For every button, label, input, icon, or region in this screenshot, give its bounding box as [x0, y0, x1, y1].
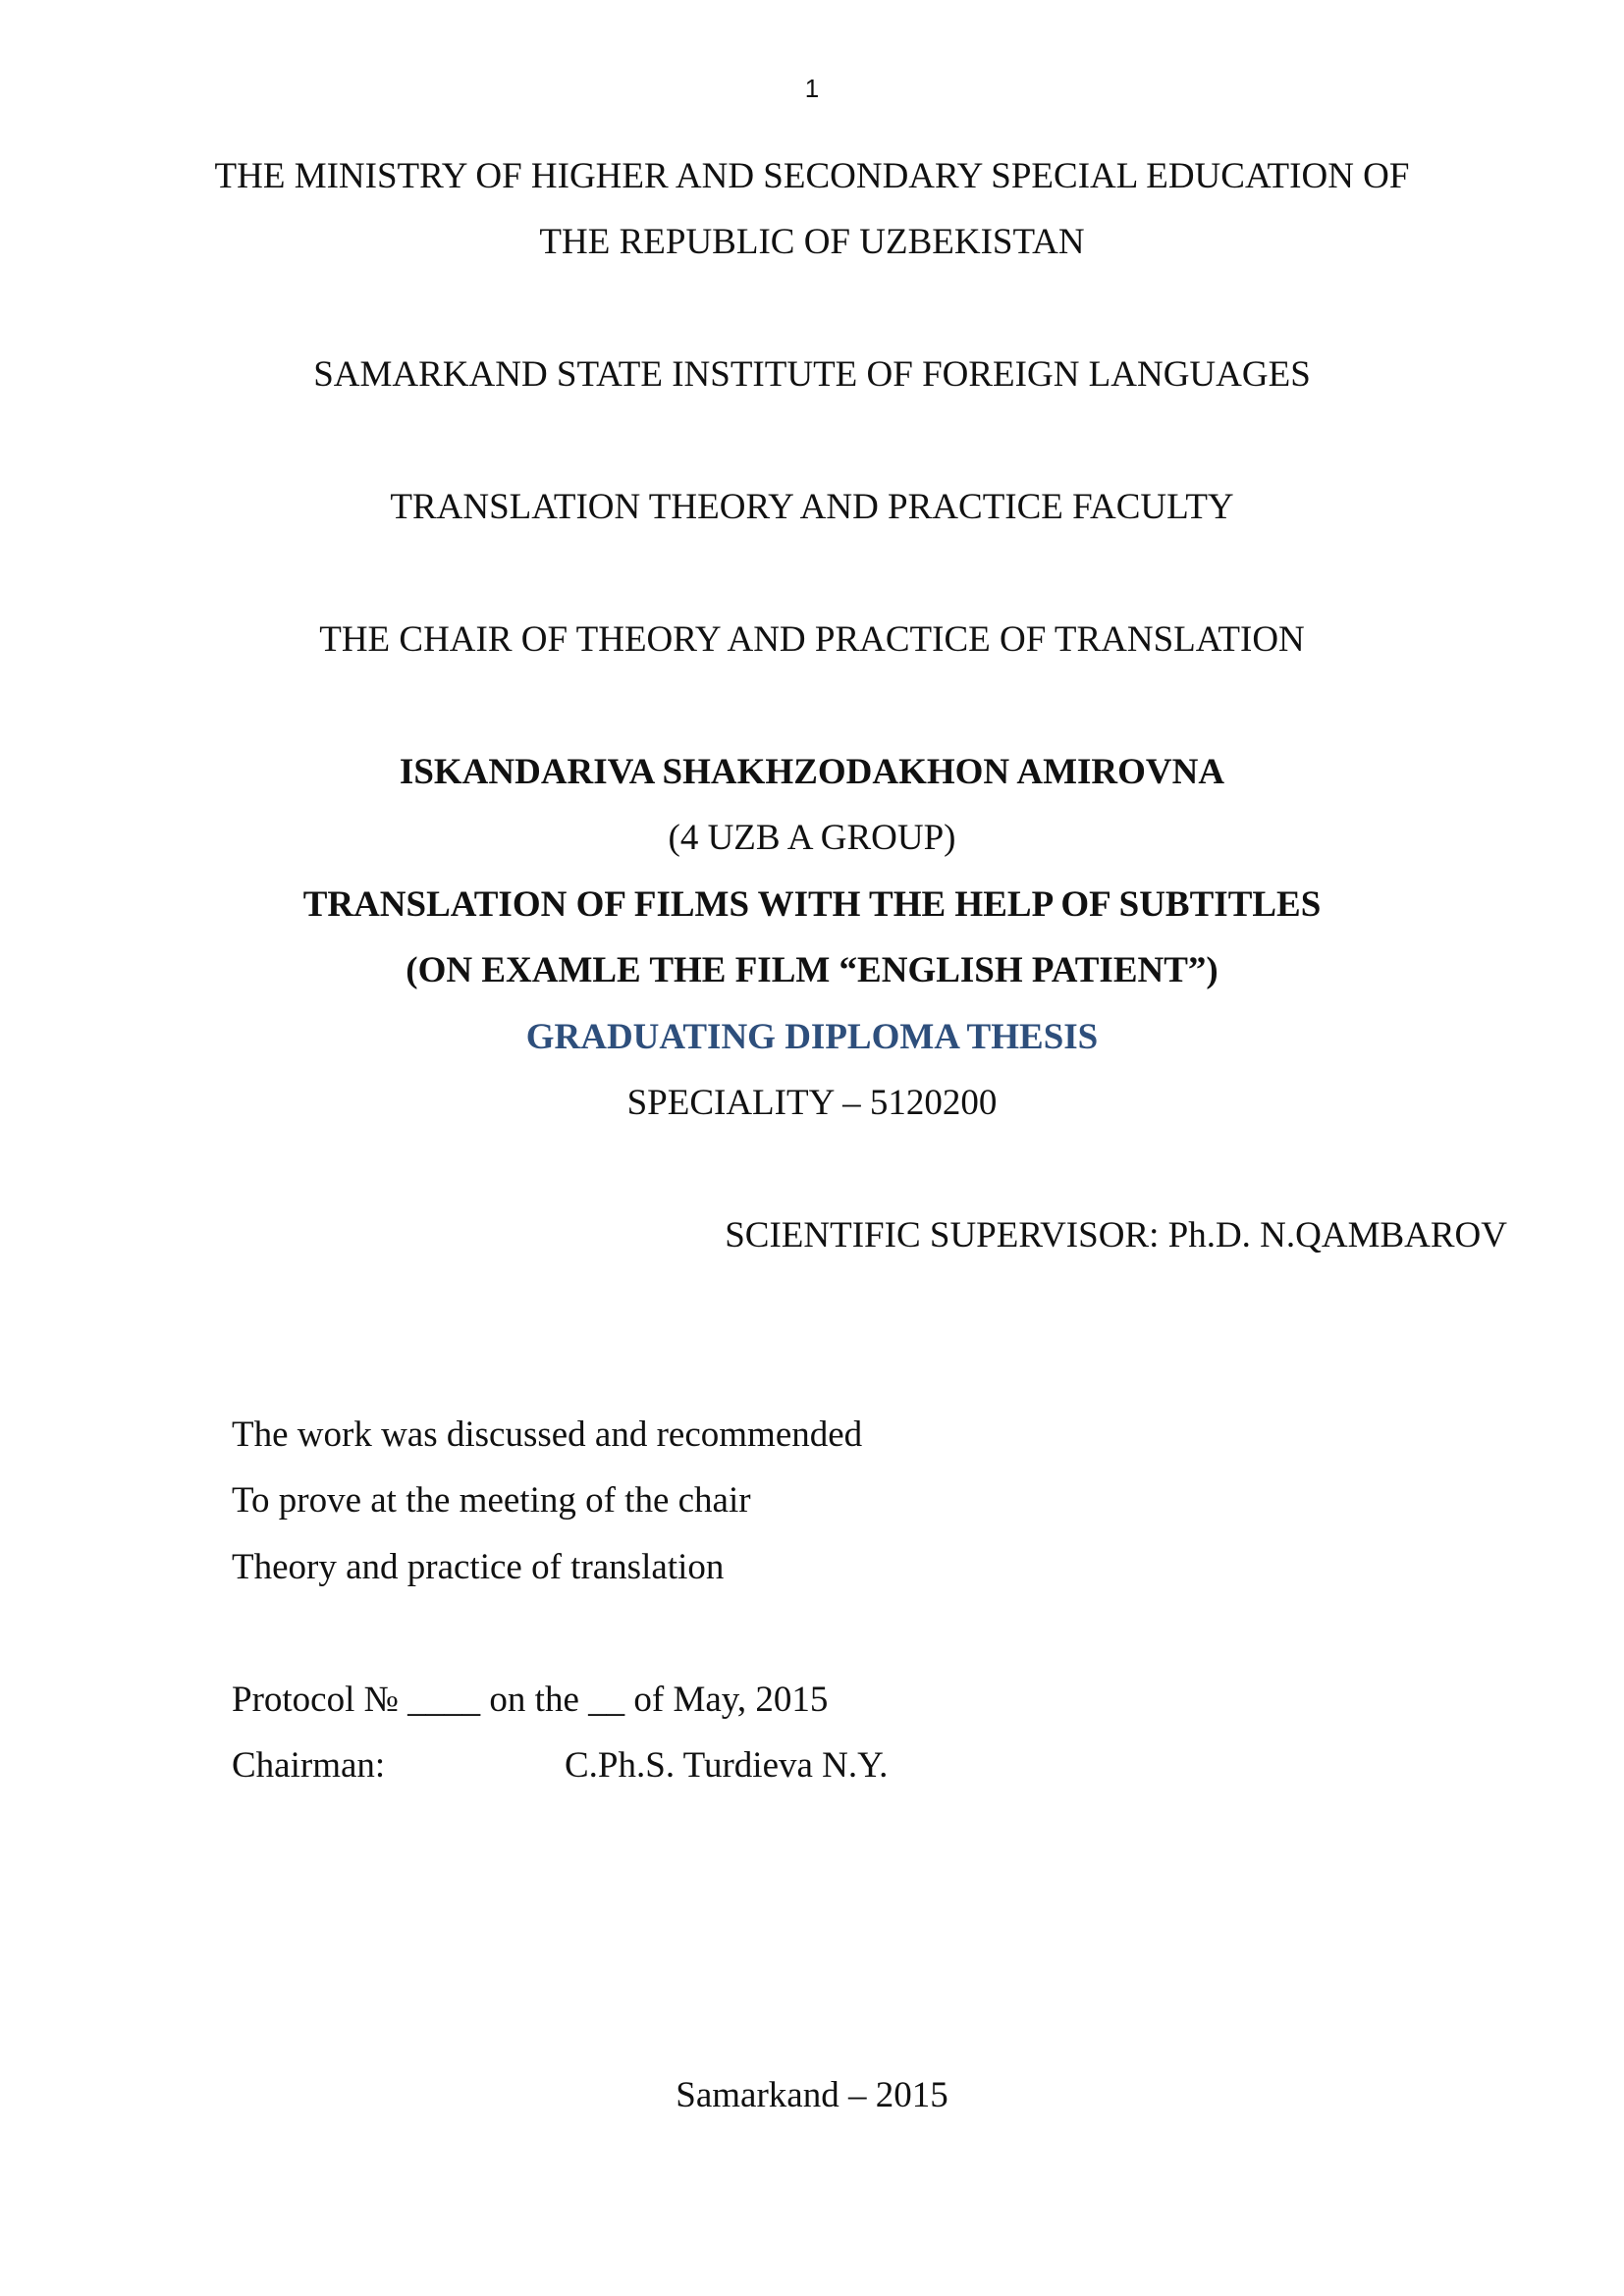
- author-name: ISKANDARIVA SHAKHZODAKHON AMIROVNA: [399, 752, 1225, 792]
- thesis-type: GRADUATING DIPLOMA THESIS: [525, 1017, 1099, 1057]
- ministry-line-2: THE REPUBLIC OF UZBEKISTAN: [539, 222, 1085, 262]
- author-group: (4 UZB A GROUP): [668, 818, 956, 858]
- ministry-line-1: THE MINISTRY OF HIGHER AND SECONDARY SPECIAL EDUCATION OF: [214, 156, 1410, 196]
- thesis-title-line-2: (ON EXAMLE THE FILM “ENGLISH PATIENT”): [406, 950, 1218, 990]
- speciality: SPECIALITY – 5120200: [626, 1083, 998, 1123]
- scientific-supervisor: SCIENTIFIC SUPERVISOR: Ph.D. N.QAMBAROV: [725, 1215, 1507, 1255]
- chairman-label: Chairman:: [232, 1745, 386, 1786]
- chair-name: THE CHAIR OF THEORY AND PRACTICE OF TRANSLATION: [319, 619, 1305, 660]
- approval-line-2: To prove at the meeting of the chair: [232, 1480, 751, 1521]
- protocol-line: Protocol № ____ on the __ of May, 2015: [232, 1680, 829, 1720]
- chairman-name: C.Ph.S. Turdieva N.Y.: [565, 1745, 889, 1786]
- approval-line-3: Theory and practice of translation: [232, 1547, 725, 1587]
- page-number: 1: [804, 74, 820, 103]
- approval-line-1: The work was discussed and recommended: [232, 1415, 863, 1455]
- thesis-title-line-1: TRANSLATION OF FILMS WITH THE HELP OF SUBTITLES: [302, 884, 1322, 925]
- institute-name: SAMARKAND STATE INSTITUTE OF FOREIGN LANGUAGES: [313, 354, 1311, 395]
- place-and-year: Samarkand – 2015: [676, 2075, 948, 2115]
- faculty-name: TRANSLATION THEORY AND PRACTICE FACULTY: [390, 487, 1234, 527]
